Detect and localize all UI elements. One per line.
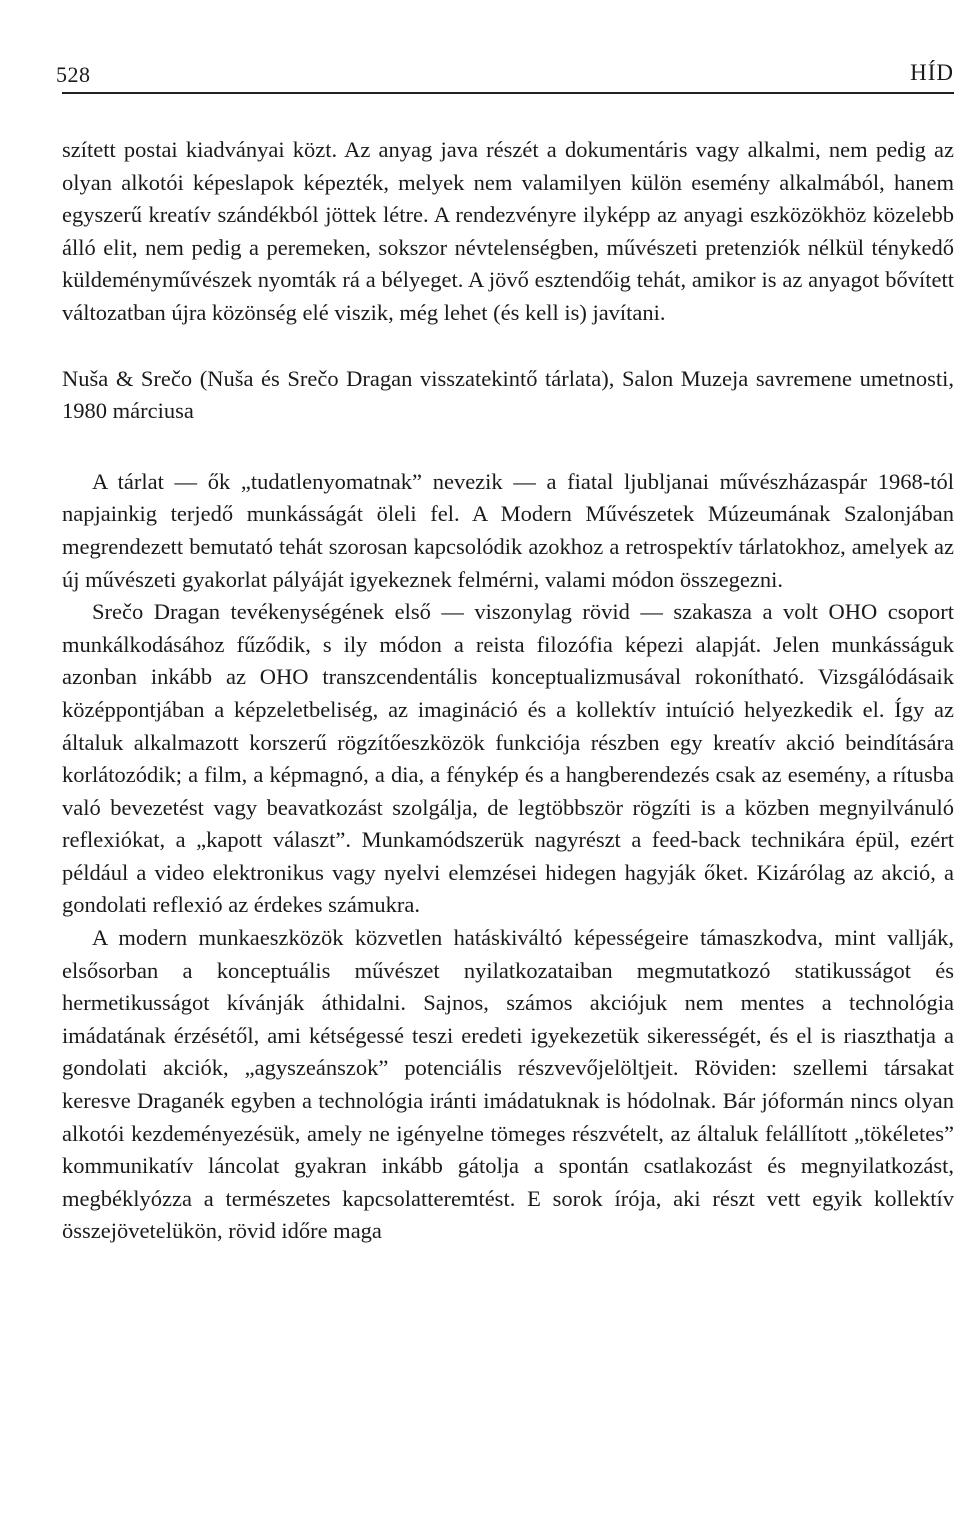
- journal-title: HÍD: [910, 60, 954, 85]
- paragraph: A modern munkaeszközök közvetlen hatáskiváltó képességeire támaszkodva, mint vallják, elsősorban a konceptuális művészet nyilatkozataiban megmutatkozó statikusságot és hermetikusságot kívánják áthidalni. Sajnos, számos akciójuk nem mentes a technológia imádatának érzésétől, ami kétségessé teszi eredeti igyekezetük sikerességét, és el is riaszthatja a gondolati akciók, „agyszeánszok” potenciális részvevőjelöltjeit. Röviden: szellemi társakat keresve Draganék egyben a technológia iránti imádatuknak is hódolnak. Bár jóformán nincs olyan alkotói kezdeményezésük, amely ne igényelne tömeges részvételt, az általuk felállított „tökéletes” kommunikatív láncolat gyakran inkább gátolja a spontán csatlakozást és megnyilatkozást, megbéklyózza a természetes kapcsolatteremtést. E sorok írója, aki részt vett egyik kollektív összejövetelükön, rövid időre maga: [62, 925, 954, 1244]
- exhibition-heading: Nuša & Srečo (Nuša és Srečo Dragan visszatekintő tárlata), Salon Muzeja savremene umetnosti, 1980 márciusa: [62, 365, 954, 424]
- book-page: [56, 0, 954, 1525]
- paragraph: Srečo Dragan tevékenységének első — viszonylag rövid — szakasza a volt OHO csoport munkálkodásához fűződik, s ily módon a reista filozófia képezi alapját. Jelen munkásságuk azonban inkább az OHO transzcendentális konceptualizmusával rokonítható. Vizsgálódásaik középpontjában a képzeletbeliség, az imagináció és a kollektív intuíció helyezkedik el. Így az általuk alkalmazott korszerű rögzítőeszközök funkciója részben egy kreatív akció beindítására korlátozódik; a film, a képmagnó, a dia, a fénykép és a hangberendezés csak az esemény, a rítusba való bevezetést vagy beavatkozást szolgálja, de legtöbbször rögzíti is a közben megnyilvánuló reflexiókat, a „kapott választ”. Munkamódszerük nagyrészt a feed-back technikára épül, ezért például a video elektronikus vagy nyelvi elemzései hidegen hagyják őket. Kizárólag az akció, a gondolati reflexió az érdekes számukra.: [62, 599, 954, 918]
- page-number: 528: [56, 62, 91, 87]
- paragraph-continued: szített postai kiadványai közt. Az anyag java részét a dokumentáris vagy alkalmi, nem pedig az olyan alkotói képeslapok képezték, melyek nem valamilyen külön esemény alkalmából, hanem egyszerű kreatív szándékból jöttek létre. A rendezvényre ilyképp az anyagi eszközökhöz közelebb álló elit, nem pedig a peremeken, sokszor névtelenségben, művészeti pretenziók nélkül ténykedő küldeményművészek nyomták rá a bélyeget. A jövő esztendőig tehát, amikor is az anyagot bővített változatban újra közönség elé viszik, még lehet (és kell is) javítani.: [62, 137, 954, 325]
- paragraph: A tárlat — ők „tudatlenyomatnak” nevezik — a fiatal ljubljanai művészházaspár 1968-tól napjainkig terjedő munkásságát öleli fel. A Modern Művészetek Múzeumának Szalonjában megrendezett bemutató tehát szorosan kapcsolódik azokhoz a retrospektív tárlatokhoz, amelyek az új művészeti gyakorlat pályáját igyekeznek felmérni, valami módon összegezni.: [62, 468, 954, 592]
- article-body: [62, 134, 954, 1248]
- running-head: [56, 58, 954, 94]
